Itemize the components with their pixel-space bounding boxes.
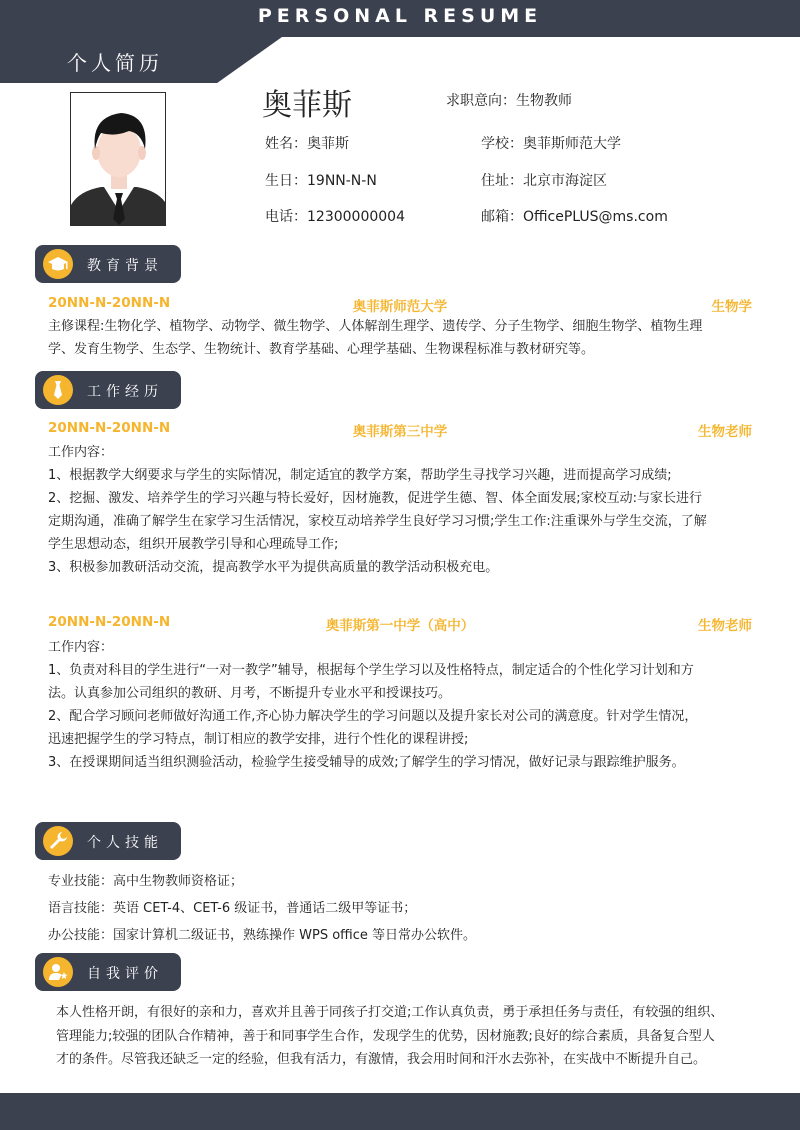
profile-photo: [70, 92, 166, 226]
education-school: 奥菲斯师范大学: [352, 299, 448, 315]
avatar-icon: [71, 93, 166, 226]
text-line: 2、挖掘、激发、培养学生的学习兴趣与特长爱好，因材施教，促进学生德、智、体全面发展;家校互动:与家长进行: [48, 491, 703, 506]
text-line: 迅速把握学生的学习特点，制订相应的教学安排，进行个性化的课程讲授;: [48, 732, 469, 747]
info-email: 邮箱：OfficePLUS@ms.com: [481, 209, 668, 225]
education-date: 20NN-N-20NN-N: [48, 295, 171, 311]
education-major: 生物学: [711, 299, 752, 315]
graduation-cap-icon: [47, 253, 69, 275]
section-self-header: [35, 953, 181, 991]
skill-line: 专业技能：高中生物教师资格证；: [48, 874, 244, 889]
text-line: 主修课程:生物化学、植物学、动物学、微生物学、人体解剖生理学、遗传学、分子生物学、细胞生物学、植物生理: [48, 319, 703, 334]
job-row: [48, 420, 752, 440]
skill-line: 语言技能：英语 CET-4、CET-6 级证书，普通话二级甲等证书；: [48, 901, 417, 916]
section-work-title: 工作经历: [87, 384, 163, 400]
section-skills-header: [35, 822, 181, 860]
text-line: 才的条件。尽管我还缺乏一定的经验，但我有活力，有激情，我会用时间和汗水去弥补，在实战中不断提升自己。: [56, 1052, 707, 1067]
job-description: [48, 636, 758, 774]
info-address: 住址：北京市海淀区: [481, 173, 607, 189]
text-line: 法。认真参加公司组织的教研、月考，不断提升专业水平和授课技巧。: [48, 686, 452, 701]
job-role: 生物老师: [698, 618, 752, 634]
section-education-title: 教育背景: [87, 258, 163, 274]
skill-line: 办公技能：国家计算机二级证书，熟练操作 WPS office 等日常办公软件。: [48, 928, 477, 943]
job-description: [48, 441, 758, 579]
job-date: 20NN-N-20NN-N: [48, 614, 171, 630]
skills-list: [48, 868, 758, 949]
job-org: 奥菲斯第三中学: [352, 424, 448, 440]
candidate-name: 奥菲斯: [262, 88, 352, 123]
wrench-icon: [47, 830, 69, 852]
education-courses: [48, 315, 758, 361]
info-school: 学校：奥菲斯师范大学: [481, 136, 621, 152]
text-line: 本人性格开朗，有很好的亲和力，喜欢并且善于同孩子打交道;工作认真负责，勇于承担任务与责任，有较强的组织、: [56, 1005, 724, 1020]
text-line: 工作内容：: [48, 640, 114, 655]
resume-banner-title: PERSONAL RESUME: [257, 5, 543, 27]
footer-band: [0, 1093, 800, 1130]
text-line: 1、负责对科目的学生进行“一对一教学”辅导，根据每个学生学习以及性格特点，制定适合的个性化学习计划和方: [48, 663, 694, 678]
cv-tab-label: 个人简历: [67, 51, 163, 75]
text-line: 工作内容：: [48, 445, 114, 460]
job-date: 20NN-N-20NN-N: [48, 420, 171, 436]
self-evaluation: [56, 1001, 768, 1072]
text-line: 3、积极参加教研活动交流，提高教学水平为提供高质量的教学活动积极充电。: [48, 560, 499, 575]
education-row: [48, 295, 752, 315]
text-line: 1、根据教学大纲要求与学生的实际情况，制定适宜的教学方案，帮助学生寻找学习兴趣，进而提高学习成绩;: [48, 468, 672, 483]
section-skills-title: 个人技能: [87, 835, 163, 851]
job-role: 生物老师: [698, 424, 752, 440]
text-line: 管理能力;较强的团队合作精神，善于和同事学生合作，发现学生的优势，因材施教;良好的综合素质，具备复合型人: [56, 1028, 715, 1044]
text-line: 2、配合学习顾问老师做好沟通工作,齐心协力解决学生的学习问题以及提升家长对公司的满意度。针对学生情况，: [48, 709, 698, 724]
info-name: 姓名：奥菲斯: [265, 136, 349, 152]
job-row: [48, 614, 752, 634]
text-line: 3、在授课期间适当组织测验活动，检验学生接受辅导的成效;了解学生的学习情况，做好记录与跟踪维护服务。: [48, 755, 685, 770]
person-rating-icon: [47, 961, 69, 983]
text-line: 学生思想动态，组织开展教学引导和心理疏导工作;: [48, 537, 339, 552]
text-line: 学、发育生物学、生态学、生物统计、教育学基础、心理学基础、生物课程标准与教材研究等。: [48, 342, 595, 357]
section-education-header: [35, 245, 181, 283]
job-org: 奥菲斯第一中学（高中）: [325, 618, 475, 634]
info-phone: 电话：12300000004: [265, 209, 405, 225]
section-self-title: 自我评价: [87, 966, 163, 982]
text-line: 定期沟通，准确了解学生在家学习生活情况，家校互动培养学生良好学习习惯;学生工作:注重课外与学生交流，了解: [48, 514, 707, 529]
info-birthday: 生日：19NN-N-N: [265, 173, 377, 189]
necktie-icon: [47, 379, 69, 401]
section-work-header: [35, 371, 181, 409]
job-intent: 求职意向：生物教师: [446, 93, 572, 109]
